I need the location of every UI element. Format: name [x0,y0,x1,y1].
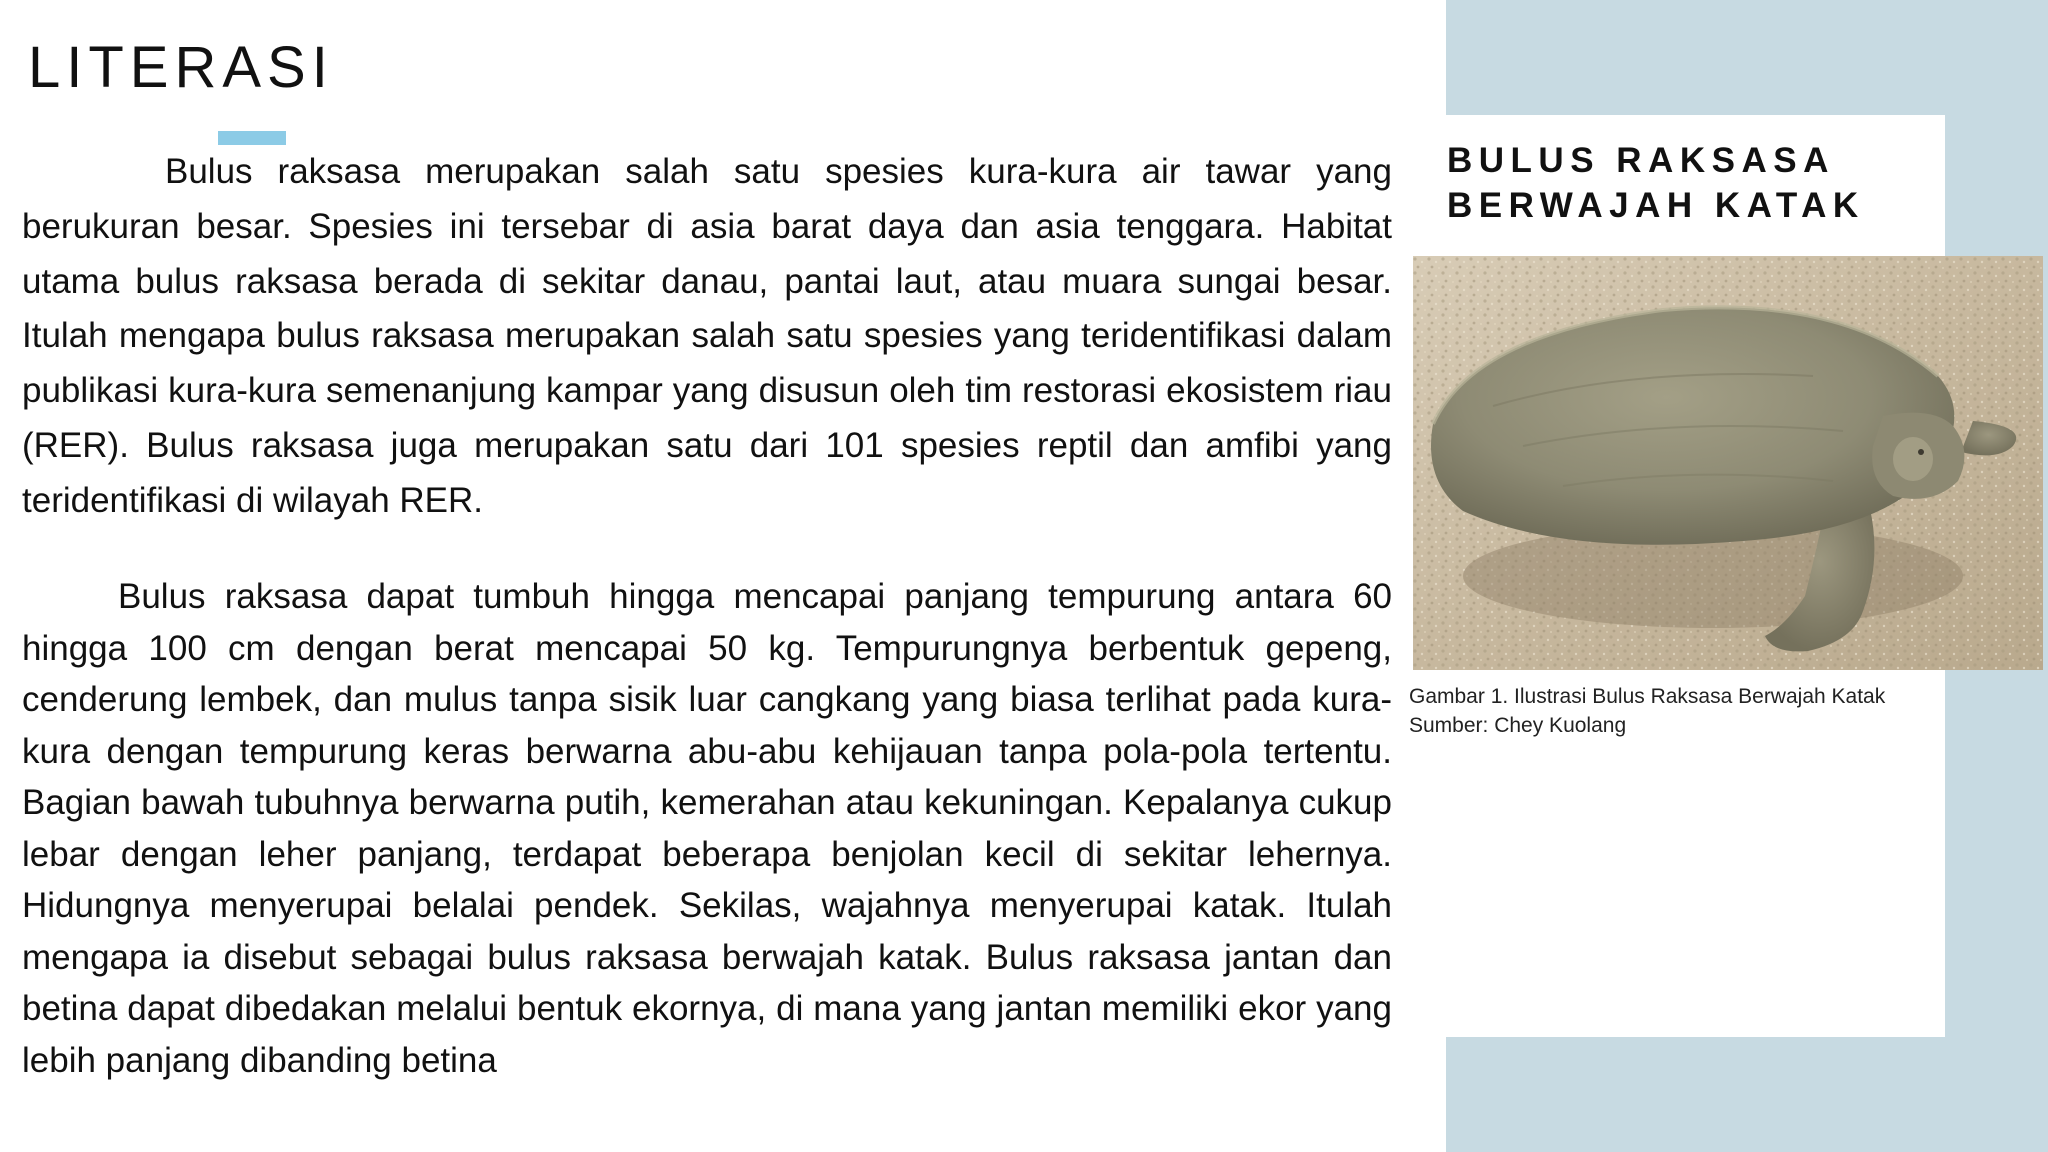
slide-title: LITERASI [28,35,334,100]
figure-caption [1409,682,1945,740]
turtle-photo [1413,256,2043,670]
turtle-illustration [1413,256,2043,670]
article-paragraph-1: Bulus raksasa merupakan salah satu spesies kura-kura air tawar yang berukuran besar. Spesies ini tersebar di asia barat daya dan asia tenggara. Habitat utama bulus raksasa berada di sekitar danau, pantai laut, atau muara sungai besar. Itulah mengapa bulus raksasa merupakan salah satu spesies yang teridentifikasi dalam publikasi kura-kura semenanjung kampar yang disusun oleh tim restorasi ekosistem riau (RER). Bulus raksasa juga merupakan satu dari 101 spesies reptil dan amfibi yang teridentifikasi di wilayah RER. [22,152,1392,520]
caption-source: Sumber: Chey Kuolang [1409,714,1627,737]
sidebar-heading: BULUS RAKSASA BERWAJAH KATAK [1447,141,1865,225]
title-accent-bar [218,131,286,145]
article-paragraph-2: Bulus raksasa dapat tumbuh hingga mencapai panjang tempurung antara 60 hingga 100 cm dengan berat mencapai 50 kg. Tempurungnya berbentuk gepeng, cenderung lembek, dan mulus tanpa sisik luar cangkang yang biasa terlihat pada kura-kura dengan tempurung keras berwarna abu-abu kehijauan tanpa pola-pola tertentu. Bagian bawah tubuhnya berwarna putih, kemerahan atau kekuningan. Kepalanya cukup lebar dengan leher panjang, terdapat beberapa benjolan kecil di sekitar lehernya. Hidungnya menyerupai belalai pendek. Sekilas, wajahnya menyerupai katak. Itulah mengapa ia disebut sebagai bulus raksasa berwajah katak. Bulus raksasa jantan dan betina dapat dibedakan melalui bentuk ekornya, di mana yang jantan memiliki ekor yang lebih panjang dibanding betina [22,577,1392,1080]
caption-title: Gambar 1. Ilustrasi Bulus Raksasa Berwajah Katak [1409,685,1886,708]
